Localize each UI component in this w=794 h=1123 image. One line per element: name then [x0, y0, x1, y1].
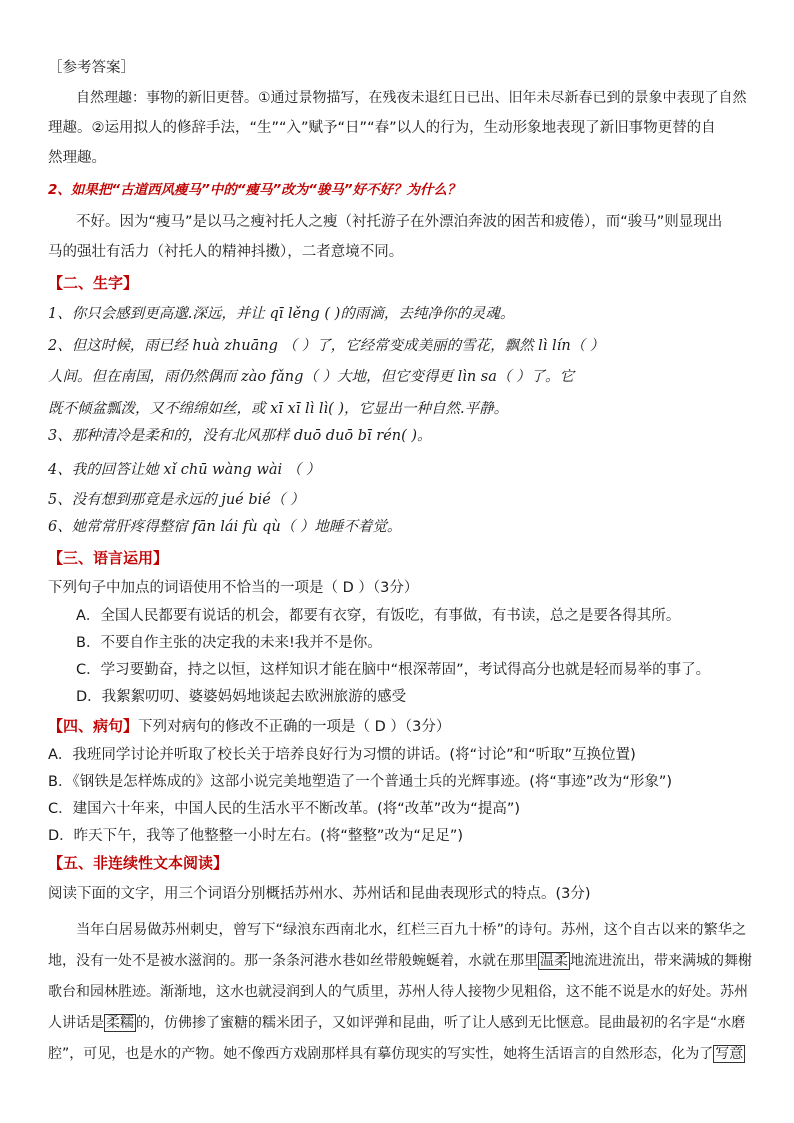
section-4-heading	[48, 716, 450, 737]
q2-answer-line-1: 不好。因为“瘦马”是以马之瘦衬托人之瘦（衬托游子在外漂泊奔波的困苦和疲倦），而“骏马”则显现出	[76, 214, 723, 230]
word-item-2a: 2、但这时候，雨已经 huà zhuāng （ ）了，它经常变成美丽的雪花，飘然 lì lín（ ）	[48, 338, 605, 354]
section-4-title: 【四、病句】	[48, 717, 139, 735]
word-item-6: 6、她常常肝疼得整宿 fān lái fù qù（ ）地睡不着觉。	[48, 519, 402, 535]
boxed-word-xieyi: 写意	[715, 1046, 744, 1062]
section-3-option-a: A．全国人民都要有说话的机会，都要有衣穿，有饭吃，有事做，有书读，总之是要各得其所。	[76, 608, 681, 624]
boxed-word-rounuo: 柔糯	[106, 1015, 134, 1031]
q1-answer-line-1: 自然理趣：事物的新旧更替。①通过景物描写，在残夜未退红日已出、旧年未尽新春已到的景象中表现了自然	[76, 90, 747, 106]
word-item-2c: 既不倾盆瓢泼，又不绵绵如丝，或 xī xī lì lì( )，它显出一种自然.平静。	[48, 401, 509, 417]
section-3-option-d: D．我絮絮叨叨、婆婆妈妈地谈起去欧洲旅游的感受	[76, 689, 407, 705]
passage-line-3: 歌台和园林胜迹。渐渐地，这水也就浸润到人的气质里，苏州人待人接物少见粗俗，这不能不说是水的好处。苏州	[48, 984, 748, 1000]
section-3-title: 【三、语言运用】	[48, 549, 169, 567]
section-3-option-b: B．不要自作主张的决定我的未来!我并不是你。	[76, 635, 382, 651]
word-item-2b: 人间。但在南国，雨仍然偶而 zào fǎng（ ）大地，但它变得更 lìn sa（ ）了。它	[48, 369, 574, 385]
section-3-question: 下列句子中加点的词语使用不恰当的一项是（ D ）（3分）	[48, 580, 419, 596]
q1-answer-line-2: 理趣。②运用拟人的修辞手法，“生”“入”赋予“日”“春”以人的行为，生动形象地表现了新旧事物更替的自	[48, 120, 716, 136]
section-5-title: 【五、非连续性文本阅读】	[48, 854, 229, 872]
section-4-option-c: C．建国六十年来，中国人民的生活水平不断改革。(将“改革”改为“提高”)	[48, 801, 520, 817]
section-3-option-c: C．学习要勤奋，持之以恒，这样知识才能在脑中“根深蒂固”，考试得高分也就是轻而易举的事了。	[76, 662, 711, 678]
q2-question: 2、如果把“古道西风瘦马”中的“瘦马”改为“骏马”好不好？为什么？	[48, 182, 461, 198]
section-2-title: 【二、生字】	[48, 274, 139, 292]
section-4-option-d: D．昨天下午，我等了他整整一小时左右。(将“整整”改为“足足”)	[48, 828, 464, 844]
word-item-5: 5、没有想到那竟是永远的 jué bié（ ）	[48, 492, 305, 508]
boxed-word-wenrou: 温柔	[540, 953, 568, 969]
answer-header: ［参考答案］	[48, 60, 135, 76]
passage-line-4-text-b: 的，仿佛掺了蜜糖的糯米团子，又如评弹和昆曲，听了让人感到无比惬意。昆曲最初的名字是“水磨	[136, 1015, 746, 1031]
q1-answer-line-3: 然理趣。	[48, 150, 106, 166]
q2-answer-line-2: 马的强壮有活力（衬托人的精神抖擞），二者意境不同。	[48, 244, 404, 260]
passage-line-5-text-a: 腔”，可见，也是水的产物。她不像西方戏剧那样具有摹仿现实的写实性，她将生活语言的自然形态，化为了	[48, 1046, 714, 1062]
passage-line-2	[48, 951, 752, 971]
passage-line-2-text-a: 地，没有一处不是被水滋润的。那一条条河港水巷如丝带般蜿蜒着，水就在那里	[48, 953, 538, 969]
section-4-question: 下列对病句的修改不正确的一项是（ D ）（3分）	[138, 719, 451, 735]
section-4-option-a: A．我班同学讨论并听取了校长关于培养良好行为习惯的讲话。(将“讨论”和“听取”互换位置)	[48, 747, 636, 763]
passage-line-5	[48, 1044, 745, 1064]
passage-line-2-text-b: 地流进流出，带来满城的舞榭	[570, 953, 752, 969]
passage-line-4	[48, 1013, 745, 1033]
passage-line-1: 当年白居易做苏州刺史，曾写下“绿浪东西南北水，红栏三百九十桥”的诗句。苏州，这个自古以来的繁华之	[76, 922, 747, 938]
word-item-3: 3、那种清冷是柔和的，没有北风那样 duō duō bī rén( )。	[48, 428, 432, 444]
section-5-instruction: 阅读下面的文字，用三个词语分别概括苏州水、苏州话和昆曲表现形式的特点。(3分)	[48, 886, 591, 902]
word-item-1: 1、你只会感到更高邈.深远，并让 qī lěng ( )的雨滴，去纯净你的灵魂。	[48, 306, 515, 322]
word-item-4: 4、我的回答让她 xǐ chū wàng wài （ ）	[48, 462, 321, 478]
section-4-option-b: B．《钢铁是怎样炼成的》这部小说完美地塑造了一个普通士兵的光辉事迹。(将“事迹”改为“形象”)	[48, 774, 673, 790]
passage-line-4-text-a: 人讲话是	[48, 1015, 104, 1031]
